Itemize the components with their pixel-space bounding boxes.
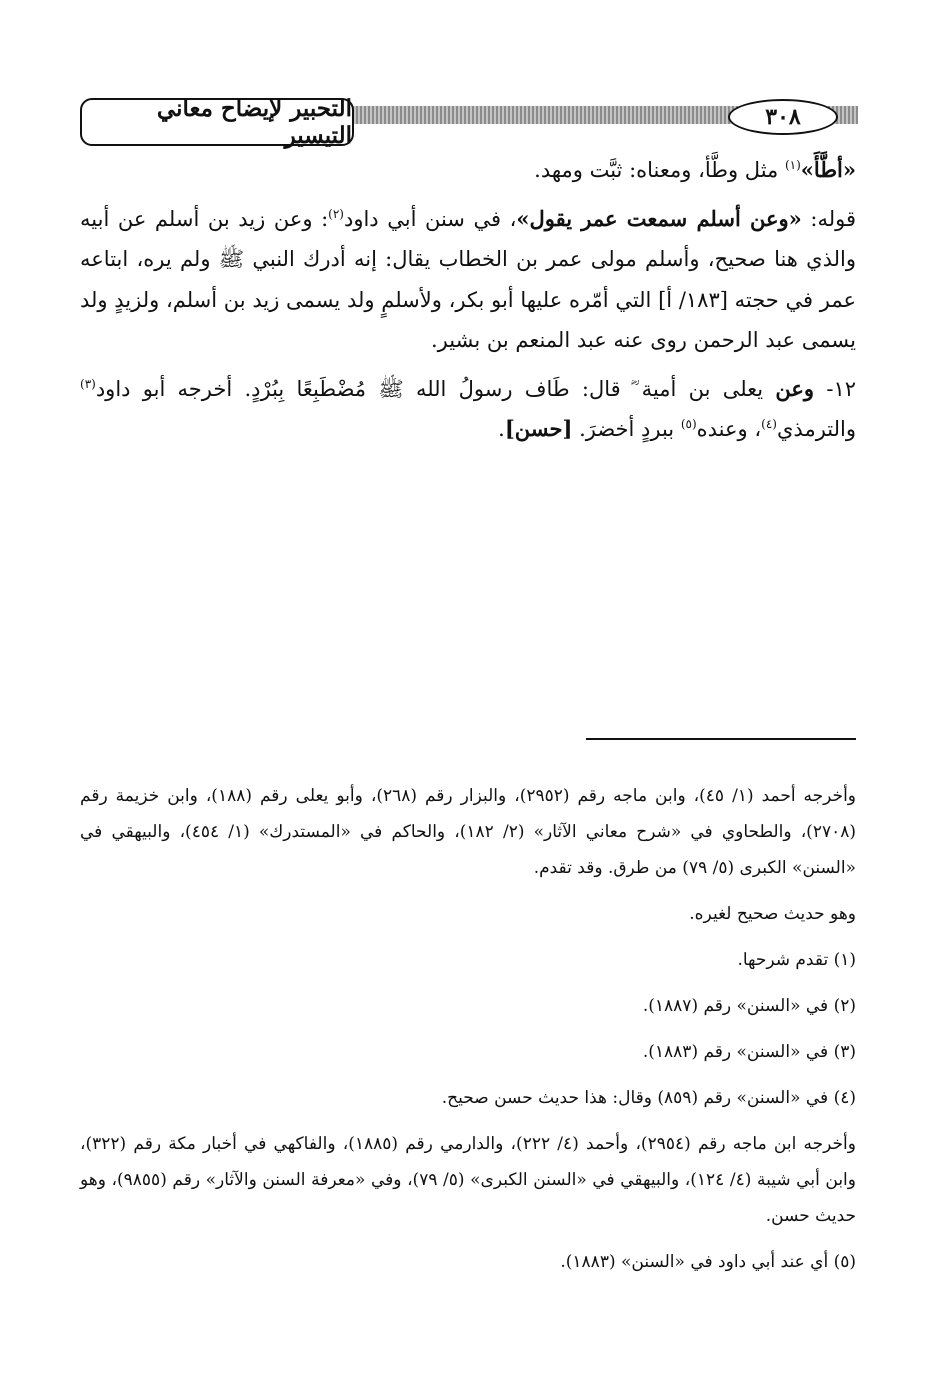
footnote-3: (٣) في «السنن» رقم (١٨٨٣). [642, 1042, 856, 1062]
hadith-text-4: ببردٍ أخضرَ. [572, 417, 681, 441]
footnotes [80, 778, 856, 1290]
footnote-4: (٤) في «السنن» رقم (٨٥٩) وقال: هذا حديث حسن صحيح. [441, 1088, 856, 1108]
page-number: ٣٠٨ [728, 99, 838, 135]
footnote-continuation-2: وهو حديث صحيح لغيره. [689, 904, 856, 924]
footnote-ref-3: (٣) [80, 376, 96, 391]
paragraph-2-start: قوله: [801, 206, 856, 231]
footnote-4-continuation: وأخرجه ابن ماجه رقم (٢٩٥٤)، وأحمد (٤/ ٢٢٢)، والدارمي رقم (١٨٨٥)، والفاكهي في أخبار مكة رقم (٣٢٢)، وابن أبي شيبة (٤/ ١٢٤)، والبيهقي في «السنن الكبرى» (٥/ ٧٩)، وفي «معرفة السنن والآثار» رقم (٩٨٥٥)، وهو حديث حسن. [80, 1134, 856, 1226]
footnote-ref-4: (٤) [761, 417, 777, 431]
paragraph-1 [80, 150, 856, 191]
page-header [78, 95, 858, 149]
paragraph-2 [80, 199, 856, 361]
quoted-phrase: «وعن أسلم سمعت عمر يقول» [516, 205, 802, 231]
hadith-opening: وعن [775, 375, 815, 401]
hadith-end: . [498, 417, 505, 441]
hadith-number: ١٢- [814, 376, 856, 401]
hadith-grade: [حسن] [504, 416, 573, 441]
hadith-text-2: والترمذي [776, 417, 856, 441]
footnote-ref-1: (١) [784, 158, 801, 172]
paragraph-2-mid: ، في سنن أبي داود [343, 206, 517, 231]
headword: «أطَّأَ» [800, 157, 856, 182]
footnote-separator [586, 738, 856, 740]
hadith-text-3: ، وعنده [696, 417, 762, 441]
footnote-ref-2: (٢) [328, 206, 344, 221]
book-title: التحبير لإيضاح معاني التيسير [80, 98, 354, 146]
main-text [80, 150, 856, 458]
hadith-text: يعلى بن أمية ؓ قال: طَاف رسولُ الله ﷺ مُضْطَبِعًا بِبُرْدٍ. أخرجه أبو داود [95, 376, 776, 401]
footnote-2: (٢) في «السنن» رقم (١٨٨٧). [642, 996, 856, 1016]
footnote-1: (١) تقدم شرحها. [737, 950, 856, 970]
paragraph-3 [80, 369, 856, 450]
paragraph-2-rest: : وعن زيد بن أسلم عن أبيه والذي هنا صحيح، وأسلم مولى عمر بن الخطاب يقال: إنه أدرك النبي ﷺ ولم يره، ابتاعه عمر في حجته [١٨٣/ أ] التي أمّره عليها أبو بكر، ولأسلمٍ ولد يسمى زيد بن أسلم، ولزيدٍ ولد يسمى عبد الرحمن روى عنه عبد المنعم بن بشير. [80, 206, 856, 352]
footnote-5: (٥) أي عند أبي داود في «السنن» (١٨٨٣). [560, 1252, 856, 1272]
paragraph-1-text: مثل وطَّأ، ومعناه: ثبَّت ومهد. [534, 158, 785, 182]
footnote-continuation-1: وأخرجه أحمد (١/ ٤٥)، وابن ماجه رقم (٢٩٥٢)، والبزار رقم (٢٦٨)، وأبو يعلى رقم (١٨٨)، وابن خزيمة رقم (٢٧٠٨)، والطحاوي في «شرح معاني الآثار» (٢/ ١٨٢)، والحاكم في «المستدرك» (١/ ٤٥٤)، والبيهقي في «السنن» الكبرى (٥/ ٧٩) من طرق. وقد تقدم. [80, 786, 857, 878]
footnote-ref-5: (٥) [680, 417, 697, 431]
